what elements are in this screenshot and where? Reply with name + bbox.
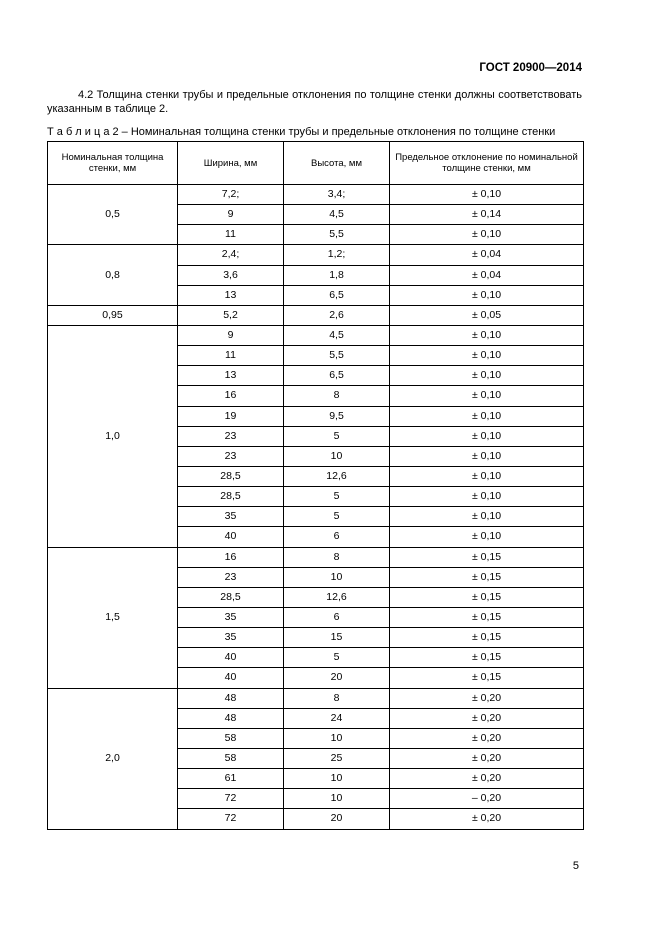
height-cell: 10	[284, 728, 390, 748]
header-thickness: Номинальная толщина стенки, мм	[48, 142, 178, 185]
width-cell: 61	[178, 769, 284, 789]
width-cell: 11	[178, 346, 284, 366]
height-cell: 8	[284, 386, 390, 406]
deviation-cell: ± 0,04	[390, 265, 584, 285]
width-cell: 9	[178, 325, 284, 345]
width-cell: 35	[178, 607, 284, 627]
table-row	[48, 325, 584, 345]
deviation-cell: ± 0,10	[390, 366, 584, 386]
deviation-cell: ± 0,15	[390, 628, 584, 648]
deviation-cell: ± 0,20	[390, 748, 584, 768]
thickness-cell: 1,0	[48, 325, 178, 547]
width-cell: 23	[178, 567, 284, 587]
height-cell: 24	[284, 708, 390, 728]
width-cell: 35	[178, 507, 284, 527]
height-cell: 10	[284, 567, 390, 587]
height-cell: 12,6	[284, 587, 390, 607]
table-row	[48, 688, 584, 708]
thickness-cell: 2,0	[48, 688, 178, 829]
width-cell: 19	[178, 406, 284, 426]
deviation-cell: ± 0,10	[390, 527, 584, 547]
width-cell: 13	[178, 285, 284, 305]
tolerance-table	[47, 141, 584, 830]
thickness-cell: 0,8	[48, 245, 178, 305]
deviation-cell: ± 0,10	[390, 386, 584, 406]
height-cell: 5	[284, 507, 390, 527]
height-cell: 20	[284, 809, 390, 829]
width-cell: 40	[178, 527, 284, 547]
width-cell: 28,5	[178, 587, 284, 607]
thickness-cell: 1,5	[48, 547, 178, 688]
deviation-cell: ± 0,04	[390, 245, 584, 265]
table-row	[48, 245, 584, 265]
table-header-row	[48, 142, 584, 185]
deviation-cell: ± 0,05	[390, 305, 584, 325]
height-cell: 5,5	[284, 225, 390, 245]
width-cell: 2,4;	[178, 245, 284, 265]
width-cell: 16	[178, 386, 284, 406]
width-cell: 40	[178, 668, 284, 688]
deviation-cell: ± 0,10	[390, 426, 584, 446]
deviation-cell: ± 0,15	[390, 648, 584, 668]
height-cell: 3,4;	[284, 185, 390, 205]
deviation-cell: ± 0,10	[390, 346, 584, 366]
deviation-cell: ± 0,15	[390, 567, 584, 587]
height-cell: 15	[284, 628, 390, 648]
deviation-cell: ± 0,10	[390, 466, 584, 486]
height-cell: 6,5	[284, 366, 390, 386]
height-cell: 9,5	[284, 406, 390, 426]
deviation-cell: ± 0,10	[390, 406, 584, 426]
height-cell: 4,5	[284, 205, 390, 225]
height-cell: 5	[284, 648, 390, 668]
header-deviation: Предельное отклонение по номинальной толщине стенки, мм	[390, 142, 584, 185]
width-cell: 23	[178, 446, 284, 466]
table-row	[48, 305, 584, 325]
width-cell: 35	[178, 628, 284, 648]
width-cell: 9	[178, 205, 284, 225]
thickness-cell: 0,95	[48, 305, 178, 325]
height-cell: 8	[284, 688, 390, 708]
deviation-cell: ± 0,10	[390, 185, 584, 205]
deviation-cell: – 0,20	[390, 789, 584, 809]
deviation-cell: ± 0,20	[390, 728, 584, 748]
deviation-cell: ± 0,15	[390, 587, 584, 607]
header-width: Ширина, мм	[178, 142, 284, 185]
width-cell: 23	[178, 426, 284, 446]
deviation-cell: ± 0,15	[390, 668, 584, 688]
deviation-cell: ± 0,10	[390, 325, 584, 345]
table-caption: Т а б л и ц а 2 – Номинальная толщина стенки трубы и предельные отклонения по толщине стенки	[47, 126, 556, 138]
deviation-cell: ± 0,10	[390, 285, 584, 305]
deviation-cell: ± 0,10	[390, 507, 584, 527]
width-cell: 28,5	[178, 487, 284, 507]
height-cell: 10	[284, 789, 390, 809]
deviation-cell: ± 0,20	[390, 769, 584, 789]
width-cell: 7,2;	[178, 185, 284, 205]
height-cell: 6	[284, 607, 390, 627]
page-number: 5	[572, 860, 579, 872]
height-cell: 10	[284, 769, 390, 789]
thickness-cell: 0,5	[48, 185, 178, 245]
width-cell: 28,5	[178, 466, 284, 486]
table-row	[48, 185, 584, 205]
height-cell: 12,6	[284, 466, 390, 486]
deviation-cell: ± 0,20	[390, 809, 584, 829]
deviation-cell: ± 0,15	[390, 547, 584, 567]
deviation-cell: ± 0,20	[390, 708, 584, 728]
height-cell: 2,6	[284, 305, 390, 325]
height-cell: 5	[284, 426, 390, 446]
width-cell: 3,6	[178, 265, 284, 285]
width-cell: 48	[178, 688, 284, 708]
height-cell: 6,5	[284, 285, 390, 305]
height-cell: 10	[284, 446, 390, 466]
height-cell: 1,8	[284, 265, 390, 285]
table-row	[48, 547, 584, 567]
height-cell: 5,5	[284, 346, 390, 366]
deviation-cell: ± 0,15	[390, 607, 584, 627]
width-cell: 40	[178, 648, 284, 668]
header-height: Высота, мм	[284, 142, 390, 185]
height-cell: 6	[284, 527, 390, 547]
height-cell: 20	[284, 668, 390, 688]
width-cell: 72	[178, 809, 284, 829]
width-cell: 5,2	[178, 305, 284, 325]
deviation-cell: ± 0,20	[390, 688, 584, 708]
section-paragraph: 4.2 Толщина стенки трубы и предельные отклонения по толщине стенки должны соответствовать указанным в таблице 2.	[47, 89, 582, 115]
height-cell: 4,5	[284, 325, 390, 345]
deviation-cell: ± 0,10	[390, 225, 584, 245]
deviation-cell: ± 0,14	[390, 205, 584, 225]
deviation-cell: ± 0,10	[390, 446, 584, 466]
width-cell: 58	[178, 748, 284, 768]
height-cell: 8	[284, 547, 390, 567]
deviation-cell: ± 0,10	[390, 487, 584, 507]
height-cell: 25	[284, 748, 390, 768]
width-cell: 16	[178, 547, 284, 567]
height-cell: 5	[284, 487, 390, 507]
width-cell: 72	[178, 789, 284, 809]
height-cell: 1,2;	[284, 245, 390, 265]
width-cell: 11	[178, 225, 284, 245]
width-cell: 48	[178, 708, 284, 728]
document-code: ГОСТ 20900—2014	[479, 62, 582, 74]
width-cell: 13	[178, 366, 284, 386]
table-body	[48, 185, 584, 830]
width-cell: 58	[178, 728, 284, 748]
